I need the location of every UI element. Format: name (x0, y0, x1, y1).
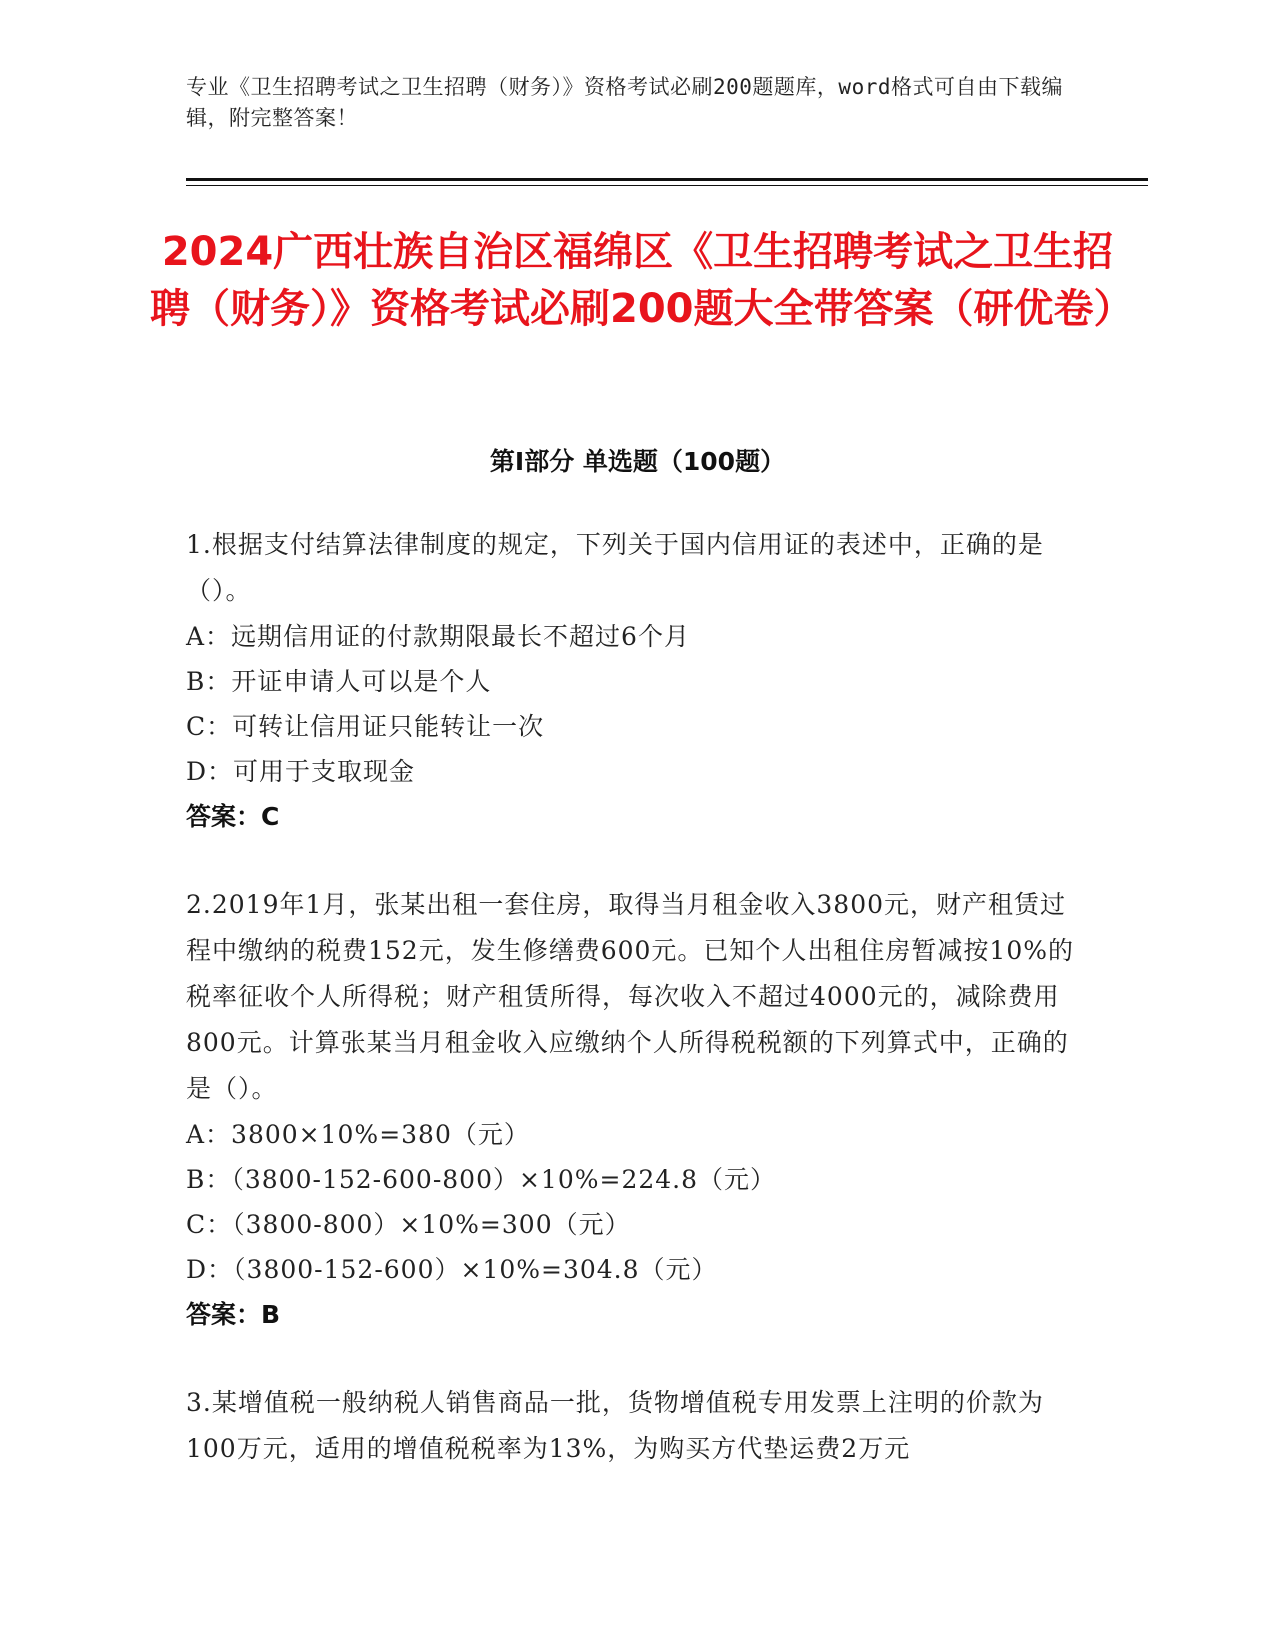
option-c: C：可转让信用证只能转让一次 (186, 712, 545, 741)
option-d: D：（3800-152-600）×10%=304.8（元） (186, 1255, 718, 1284)
document-title: 2024广西壮族自治区福绵区《卫生招聘考试之卫生招聘（财务）》资格考试必刷200题大全带答案（研优卷） (150, 229, 1134, 332)
option-c: C：（3800-800）×10%=300（元） (186, 1210, 631, 1239)
header-divider (186, 178, 1148, 181)
question-stem: 3.某增值税一般纳税人销售商品一批，货物增值税专用发票上注明的价款为100万元，适用的增值税税率为13%，为购买方代垫运费2万元 (186, 1388, 1044, 1463)
answer-line: 答案：C (186, 802, 280, 831)
header-note: 专业《卫生招聘考试之卫生招聘（财务）》资格考试必刷200题题库，word格式可自由下载编辑，附完整答案！ (186, 75, 1063, 130)
option-d: D：可用于支取现金 (186, 757, 416, 786)
question-stem: 1.根据支付结算法律制度的规定，下列关于国内信用证的表述中，正确的是（）。 (186, 530, 1044, 605)
option-b: B：（3800-152-600-800）×10%=224.8（元） (186, 1165, 777, 1194)
section-title: 第Ⅰ部分 单选题（100题） (489, 447, 786, 476)
header-divider-thin (186, 185, 1148, 186)
option-b: B：开证申请人可以是个人 (186, 667, 492, 696)
question-stem: 2.2019年1月，张某出租一套住房，取得当月租金收入3800元，财产租赁过程中缴纳的税费152元，发生修缮费600元。已知个人出租住房暂减按10%的税率征收个人所得税；财产租赁所得，每次收入不超过4000元的，减除费用800元。计算张某当月租金收入应缴纳个人所得税税额的下列算式中，正确的是（）。 (186, 890, 1075, 1103)
question-item (186, 882, 1086, 1338)
question-item (186, 1380, 1086, 1472)
question-list (186, 522, 1086, 1472)
option-a: A：3800×10%=380（元） (186, 1120, 530, 1149)
question-item (186, 522, 1086, 840)
answer-line: 答案：B (186, 1300, 281, 1329)
option-a: A：远期信用证的付款期限最长不超过6个月 (186, 622, 690, 651)
